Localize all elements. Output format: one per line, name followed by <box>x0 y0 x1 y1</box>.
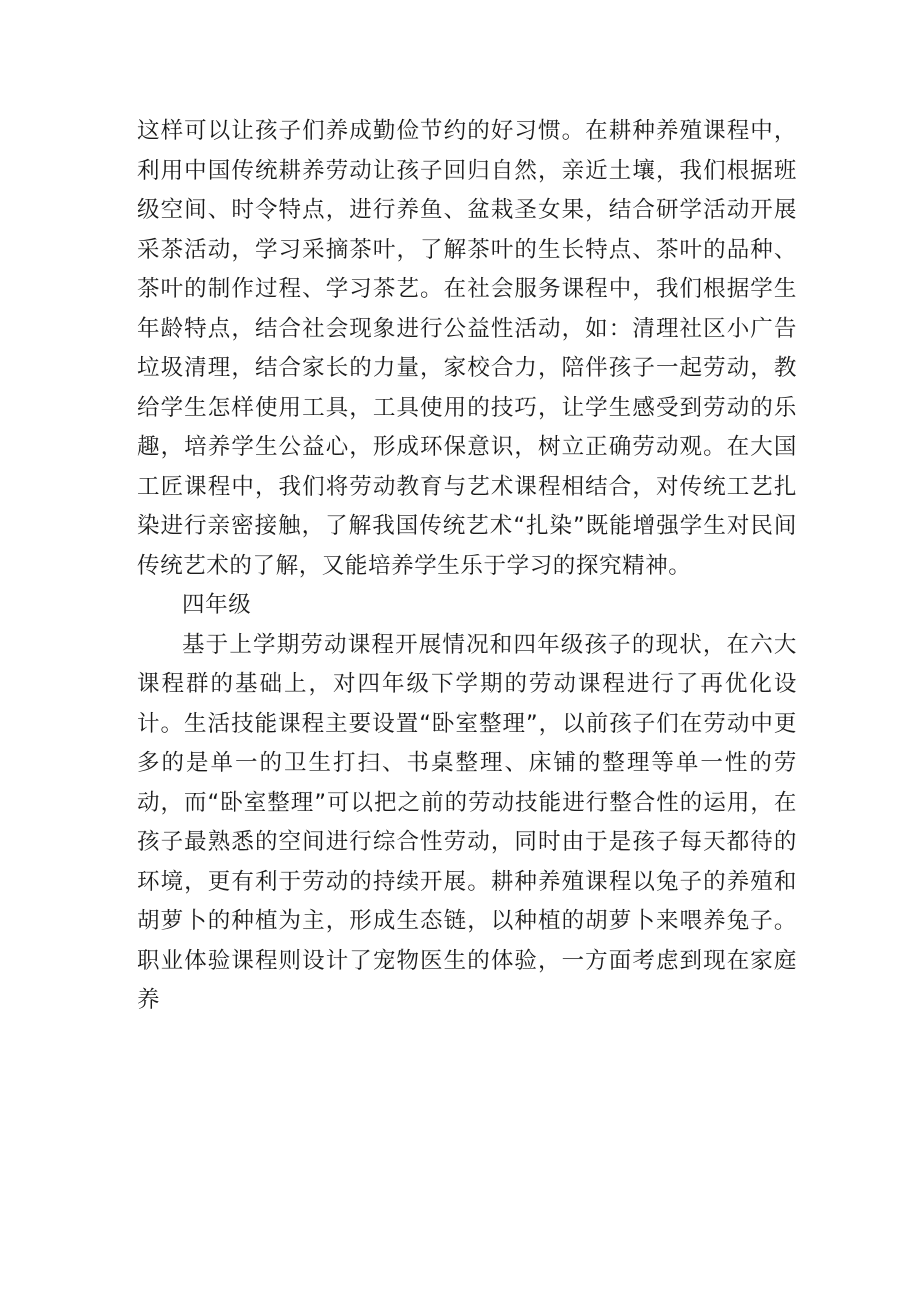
paragraph-grade-four: 基于上学期劳动课程开展情况和四年级孩子的现状，在六大课程群的基础上，对四年级下学期的劳动课程进行了再优化设计。生活技能课程主要设置“卧室整理”，以前孩子们在劳动中更多的是单一的卫生打扫、书桌整理、床铺的整理等单一性的劳动，而“卧室整理”可以把之前的劳动技能进行整合性的运用，在孩子最熟悉的空间进行综合性劳动，同时由于是孩子每天都待的环境，更有利于劳动的持续开展。耕种养殖课程以兔子的养殖和胡萝卜的种植为主，形成生态链，以种植的胡萝卜来喂养兔子。职业体验课程则设计了宠物医生的体验，一方面考虑到现在家庭养 <box>137 631 797 1013</box>
paragraph-continued: 这样可以让孩子们养成勤俭节约的好习惯。在耕种养殖课程中，利用中国传统耕养劳动让孩子回归自然，亲近土壤，我们根据班级空间、时令特点，进行养鱼、盆栽圣女果，结合研学活动开展采茶活动，学习采摘茶叶，了解茶叶的生长特点、茶叶的品种、茶叶的制作过程、学习茶艺。在社会服务课程中，我们根据学生年龄特点，结合社会现象进行公益性活动，如：清理社区小广告垃圾清理，结合家长的力量，家校合力，陪伴孩子一起劳动，教给学生怎样使用工具，工具使用的技巧，让学生感受到劳动的乐趣，培养学生公益心，形成环保意识，树立正确劳动观。在大国工匠课程中，我们将劳动教育与艺术课程相结合，对传统工艺扎染进行亲密接触，了解我国传统艺术“扎染”既能增强学生对民间传统艺术的了解，又能培养学生乐于学习的探究精神。 <box>137 118 797 579</box>
section-heading-grade-four: 四年级 <box>182 592 252 618</box>
document-body <box>137 112 797 1021</box>
